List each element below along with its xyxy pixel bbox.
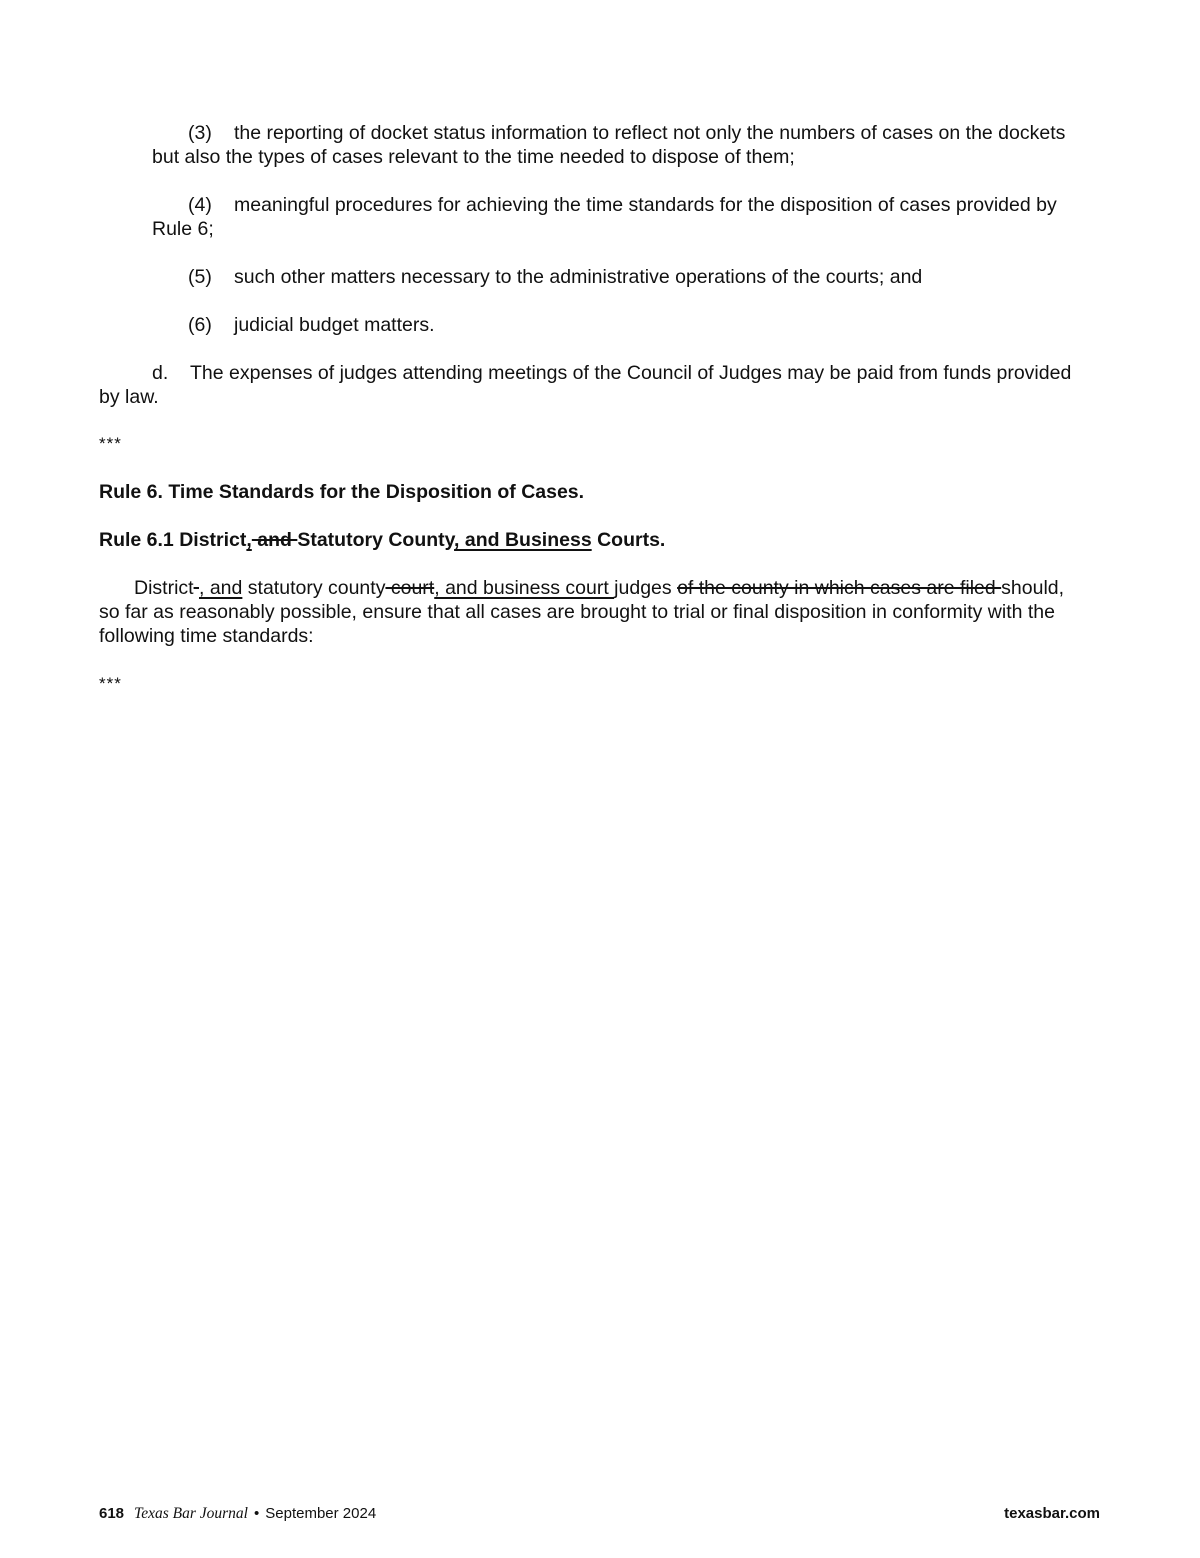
inserted-text: , and — [199, 577, 243, 599]
item-text-line1: such other matters necessary to the administrative operations of the courts; and — [234, 266, 923, 288]
rule-6-1-heading — [99, 528, 665, 552]
journal-title: Texas Bar Journal — [134, 1505, 248, 1522]
footer-website: texasbar.com — [1004, 1505, 1100, 1522]
body-line2: so far as reasonably possible, ensure that all cases are brought to trial or final disposition in conformity with the — [99, 601, 1055, 623]
item-number: (6) — [188, 314, 212, 336]
paragraph-text-line2: by law. — [99, 386, 159, 408]
body-text: judges — [614, 577, 678, 599]
heading-text: Courts. — [591, 529, 666, 551]
page-footer — [99, 1504, 376, 1524]
inserted-text: , and business court — [434, 577, 615, 599]
item-text-line2: but also the types of cases relevant to the time needed to dispose of them; — [152, 146, 795, 168]
paragraph-text-line1: The expenses of judges attending meetings of the Council of Judges may be paid from funds provided — [190, 362, 1072, 384]
section-separator: *** — [99, 434, 122, 453]
body-line3: following time standards: — [99, 625, 314, 647]
item-text-line1: meaningful procedures for achieving the time standards for the disposition of cases provided by — [234, 194, 1057, 216]
body-text: District — [134, 577, 194, 599]
item-number: (5) — [188, 266, 212, 288]
item-number: (3) — [188, 122, 212, 144]
body-text: statutory county — [242, 577, 386, 599]
heading-text: Rule 6.1 District — [99, 529, 247, 551]
item-text-line1: judicial budget matters. — [234, 314, 435, 336]
inserted-text: , and Business — [454, 529, 592, 551]
body-line1 — [134, 576, 1064, 600]
item-text-line1: the reporting of docket status information to reflect not only the numbers of cases on the dockets — [234, 122, 1066, 144]
item-number: (4) — [188, 194, 212, 216]
section-separator: *** — [99, 674, 122, 693]
deleted-text: and — [251, 529, 298, 551]
body-text: should, — [1001, 577, 1065, 599]
bullet-separator: • — [254, 1505, 260, 1522]
paragraph-letter: d. — [152, 362, 169, 384]
inserted-text: , — [246, 529, 252, 551]
deleted-text: court — [385, 577, 435, 599]
issue-date: September 2024 — [265, 1505, 377, 1522]
item-text-line2: Rule 6; — [152, 218, 214, 240]
page-number: 618 — [99, 1505, 125, 1522]
rule-6-heading: Rule 6. Time Standards for the Disposition of Cases. — [99, 481, 585, 503]
deleted-text: of the county in which cases are filed — [677, 577, 1002, 599]
heading-text: Statutory County — [297, 529, 455, 551]
